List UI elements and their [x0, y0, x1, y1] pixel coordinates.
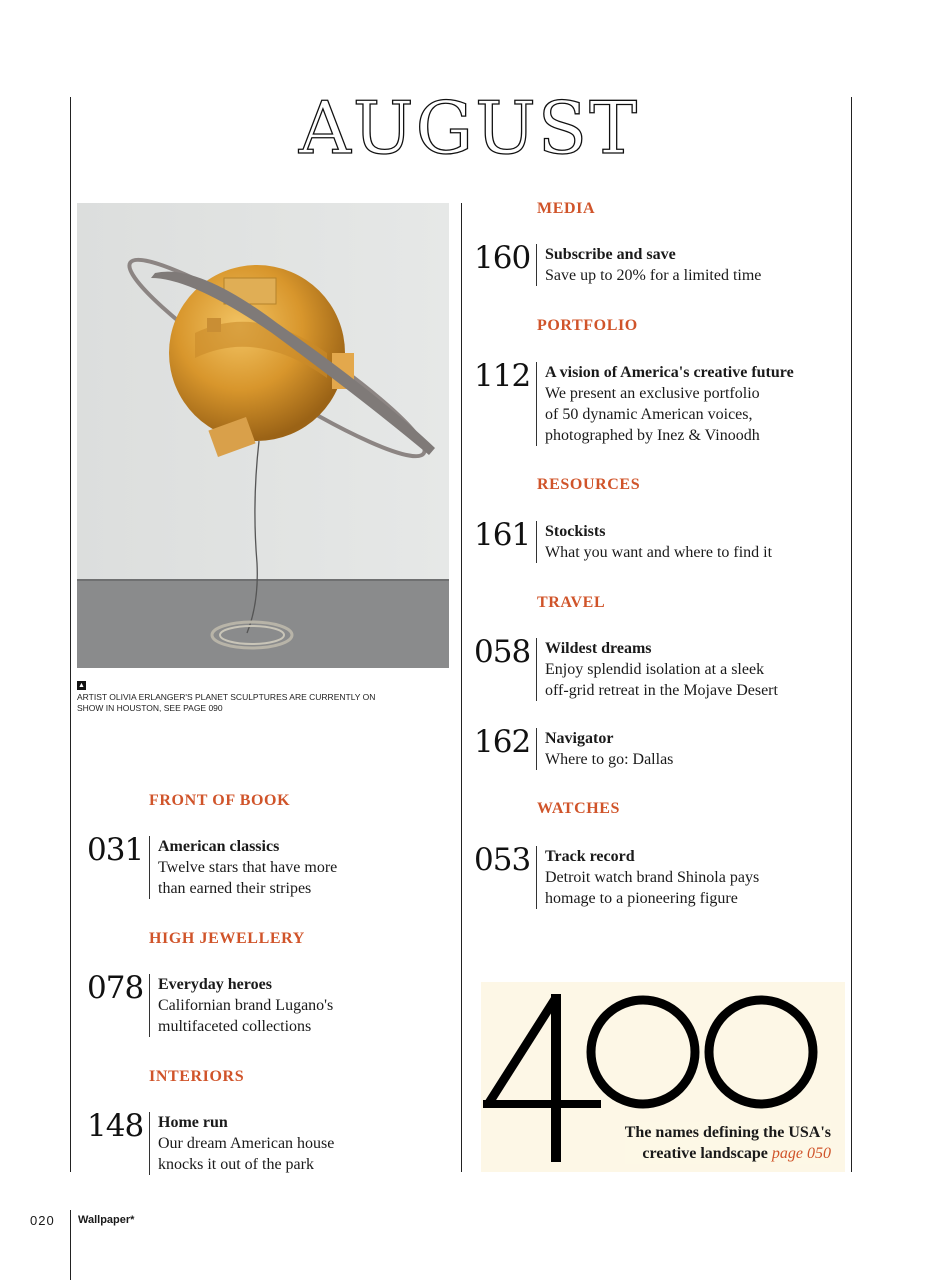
entry-title: Subscribe and save [545, 246, 676, 263]
page-number: 160 [474, 240, 531, 276]
entry-title: American classics [158, 838, 280, 855]
entry-line: What you want and where to find it [545, 544, 773, 561]
center-column-rule [461, 203, 462, 1172]
planet-sculpture-photo [77, 203, 449, 668]
page-number: 161 [474, 517, 531, 553]
entry-line: of 50 dynamic American voices, [545, 406, 753, 423]
entry-line: Detroit watch brand Shinola pays [545, 869, 760, 886]
feature-line2: creative landscape [642, 1145, 768, 1162]
entry-line: Save up to 20% for a limited time [545, 267, 762, 284]
entry-line: Enjoy splendid isolation at a sleek [545, 661, 765, 678]
arrow-up-icon: ▲ [78, 682, 85, 689]
entry-line: Californian brand Lugano's [158, 997, 334, 1014]
section-heading: WATCHES [537, 800, 621, 817]
entry-line: than earned their stripes [158, 880, 312, 897]
entry-line: Where to go: Dallas [545, 751, 674, 768]
entry-line: Twelve stars that have more [158, 859, 338, 876]
section-heading: INTERIORS [149, 1068, 245, 1085]
entry-title: Home run [158, 1114, 228, 1131]
entry-title: Navigator [545, 730, 614, 747]
entry-line: We present an exclusive portfolio [545, 385, 760, 402]
page-number: 162 [474, 724, 531, 760]
section-heading: RESOURCES [537, 476, 641, 493]
right-column-rule [851, 97, 852, 1172]
feature-page-ref[interactable]: page 050 [771, 1145, 831, 1162]
section-heading: HIGH JEWELLERY [149, 930, 305, 947]
section-heading: PORTFOLIO [537, 317, 638, 334]
page-number: 112 [474, 358, 531, 394]
entry-line: off-grid retreat in the Mojave Desert [545, 682, 778, 699]
section-heading: TRAVEL [537, 594, 606, 611]
photo-caption: ▲ ARTIST OLIVIA ERLANGER'S PLANET SCULPTURES ARE CURRENTLY ON SHOW IN HOUSTON, SEE PAGE 090 [77, 682, 376, 713]
entry-title: Track record [545, 848, 635, 865]
feature-400-box[interactable] [481, 982, 845, 1172]
entry-line: Our dream American house [158, 1135, 335, 1152]
entry-title: Everyday heroes [158, 976, 272, 993]
entry-title: Stockists [545, 523, 606, 540]
folio-number: 020 [30, 1213, 55, 1228]
entry-line: homage to a pioneering figure [545, 890, 738, 907]
left-column-rule [70, 97, 71, 1172]
feature-line1: The names defining the USA's [624, 1124, 831, 1141]
page-number: 078 [87, 970, 144, 1006]
page-number: 058 [474, 634, 531, 670]
entry-line: multifaceted collections [158, 1018, 312, 1035]
entry-title: Wildest dreams [545, 640, 652, 657]
section-heading: MEDIA [537, 200, 596, 217]
entry-line: photographed by Inez & Vinoodh [545, 427, 760, 444]
brand-logo: Wallpaper* [78, 1214, 135, 1226]
page-title: AUGUST [298, 86, 640, 170]
footer-rule [70, 1210, 71, 1280]
page-number: 053 [474, 842, 531, 878]
feature-caption [625, 1122, 831, 1164]
page-number: 148 [87, 1108, 144, 1144]
entry-line: knocks it out of the park [158, 1156, 314, 1173]
section-heading: FRONT OF BOOK [149, 792, 291, 809]
entry-title: A vision of America's creative future [545, 364, 794, 381]
page-number: 031 [87, 832, 144, 868]
